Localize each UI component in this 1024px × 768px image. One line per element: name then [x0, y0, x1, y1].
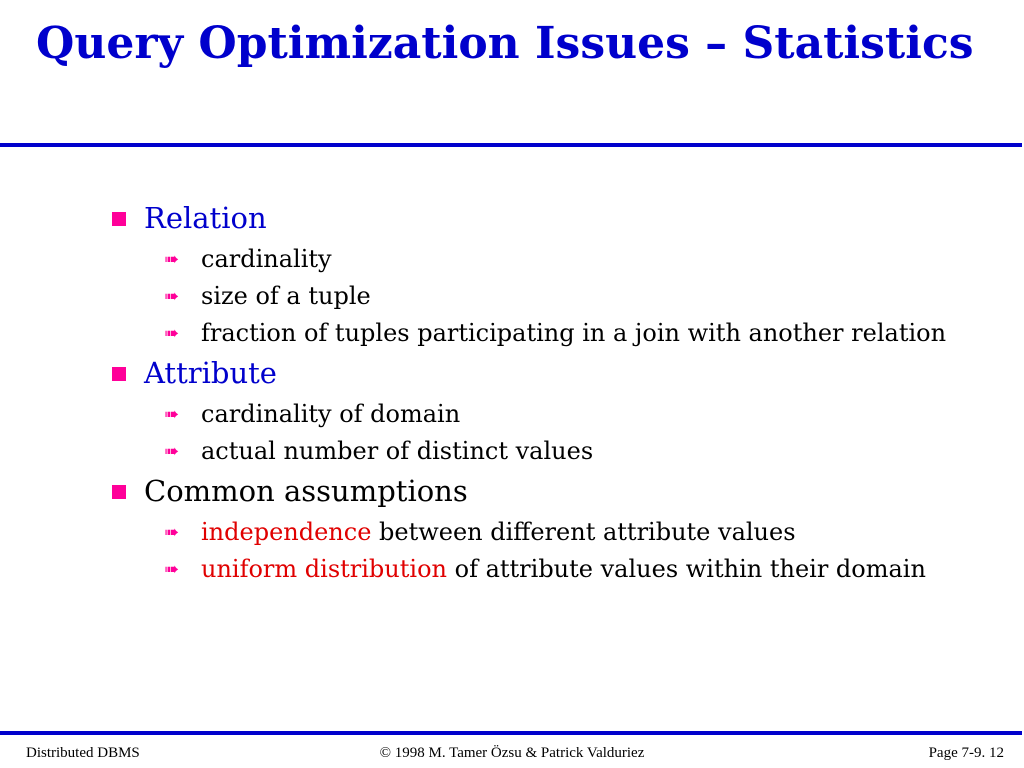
square-bullet-icon [112, 367, 126, 381]
arrow-bullet-icon: ➠ [164, 323, 180, 344]
bullet-text: cardinality [201, 245, 332, 273]
bullet-level1 [108, 200, 998, 236]
arrow-bullet-icon: ➠ [164, 249, 180, 270]
bullet-group-attribute [108, 355, 998, 465]
square-bullet-icon [112, 212, 126, 226]
arrow-bullet-icon: ➠ [164, 522, 180, 543]
footer-page-number: Page 7-9. 12 [928, 745, 1004, 761]
slide-title: Query Optimization Issues – Statistics [36, 18, 974, 69]
arrow-bullet-icon: ➠ [164, 404, 180, 425]
bullet-group-relation [108, 200, 998, 347]
highlight-term: uniform distribution [201, 555, 447, 583]
slide-content [108, 200, 998, 591]
highlight-term: independence [201, 518, 372, 546]
arrow-bullet-icon: ➠ [164, 559, 180, 580]
bullet-label: Attribute [144, 356, 277, 390]
bullet-level2 [108, 283, 998, 310]
bullet-text: between different attribute values [371, 518, 796, 546]
bullet-group-assumptions [108, 473, 998, 583]
arrow-bullet-icon: ➠ [164, 286, 180, 307]
footer-divider [0, 731, 1022, 735]
arrow-bullet-icon: ➠ [164, 441, 180, 462]
square-bullet-icon [112, 485, 126, 499]
bullet-text: of attribute values within their domain [446, 555, 926, 583]
bullet-level2 [108, 556, 998, 583]
title-divider [0, 143, 1022, 147]
bullet-label: Relation [144, 201, 267, 235]
bullet-text: size of a tuple [201, 282, 371, 310]
bullet-text: cardinality of domain [201, 400, 461, 428]
bullet-text: actual number of distinct values [201, 437, 594, 465]
bullet-level1 [108, 473, 998, 509]
bullet-level2 [108, 519, 998, 546]
bullet-text: fraction of tuples participating in a join with another relation [201, 319, 947, 347]
footer-course: Distributed DBMS [26, 745, 140, 761]
footer-copyright: © 1998 M. Tamer Özsu & Patrick Valduriez [379, 745, 645, 761]
bullet-level2 [108, 438, 998, 465]
bullet-level1 [108, 355, 998, 391]
bullet-level2 [108, 246, 998, 273]
bullet-label: Common assumptions [144, 474, 468, 508]
bullet-level2 [108, 320, 998, 347]
bullet-level2 [108, 401, 998, 428]
